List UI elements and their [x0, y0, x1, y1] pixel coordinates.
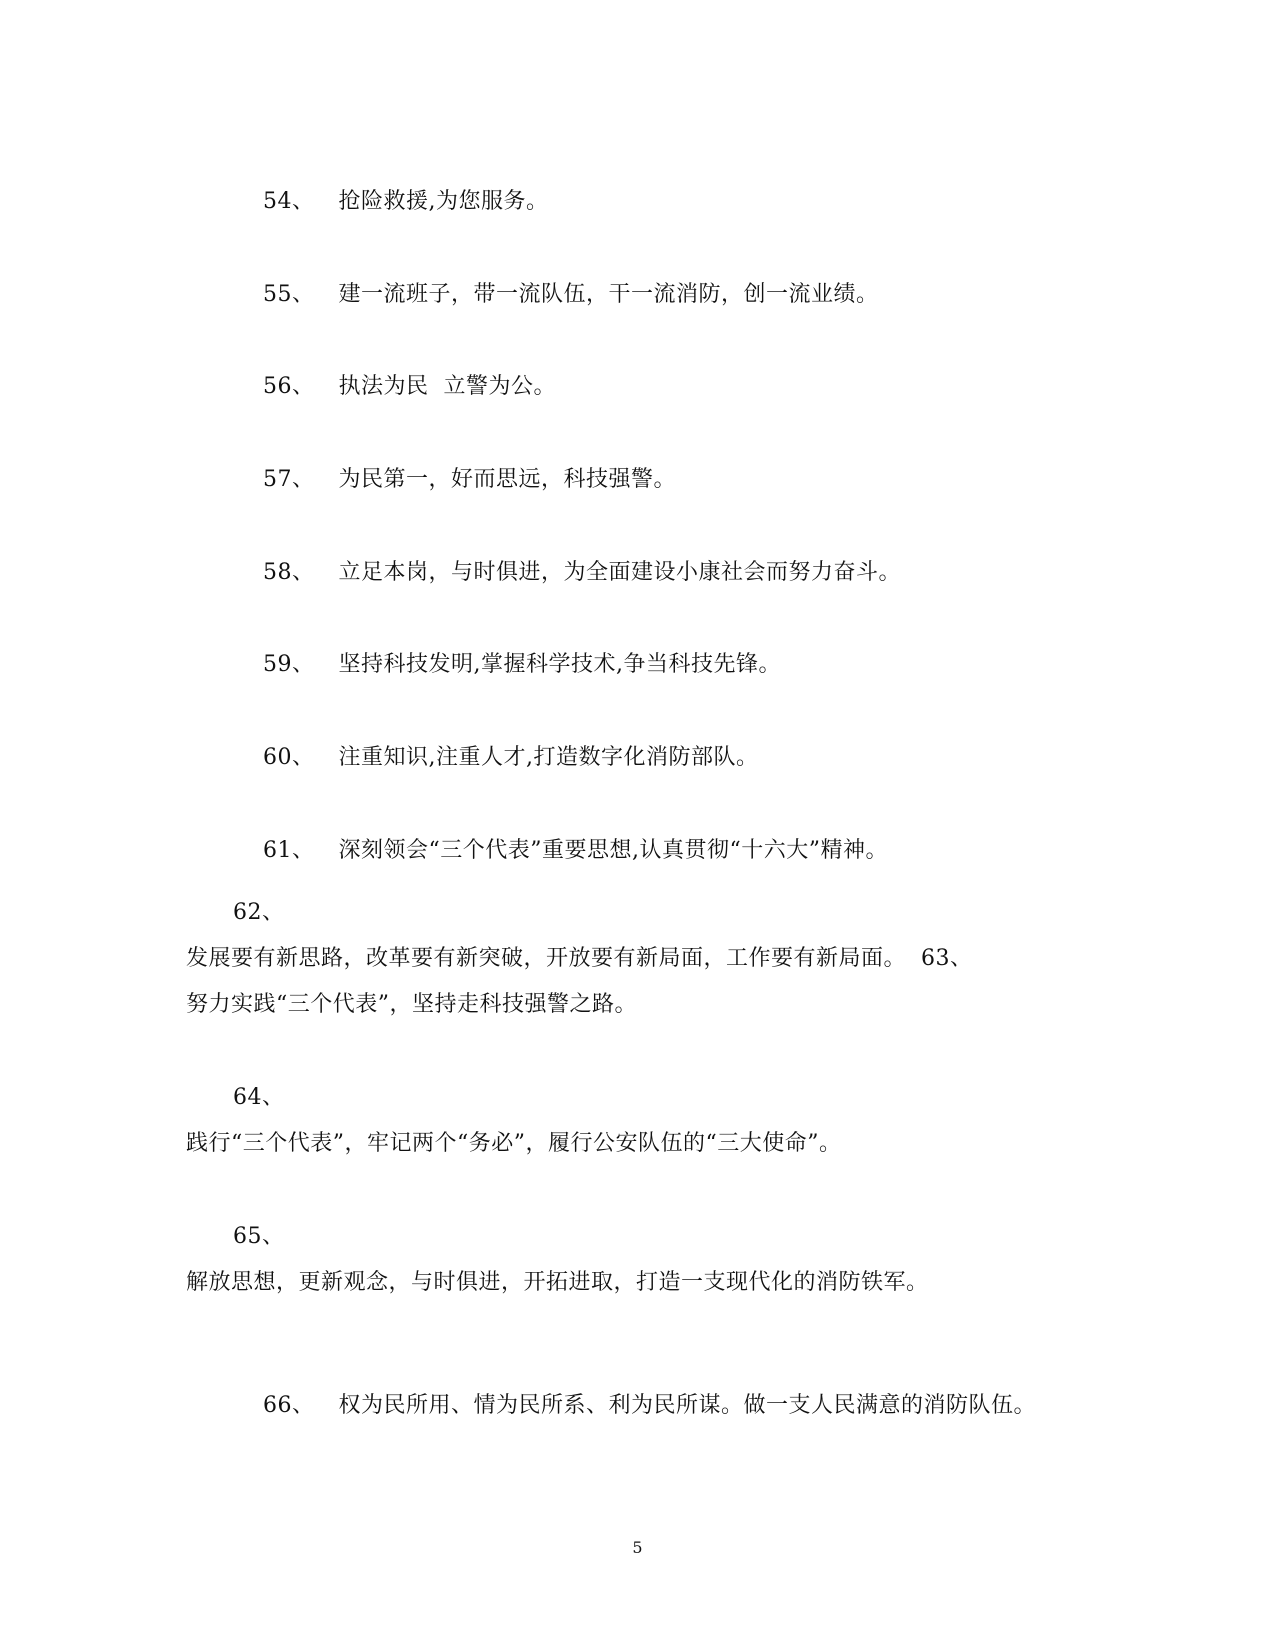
item-text: 执法为民 立警为公。 — [338, 374, 556, 399]
item-number: 61、 — [262, 838, 315, 863]
list-item — [233, 435, 676, 525]
list-item — [233, 713, 758, 803]
item-text: 权为民所用、情为民所系、利为民所谋。做一支人民满意的消防队伍。 — [338, 1393, 1036, 1418]
list-item — [233, 157, 548, 247]
item-text: 深刻领会“三个代表”重要思想,认真贯彻“十六大”精神。 — [338, 838, 888, 863]
item-text: 解放思想，更新观念，与时俱进，开拓进取，打造一支现代化的消防铁军。 — [186, 1270, 929, 1295]
item-number: 56、 — [262, 374, 315, 399]
list-item — [233, 1361, 1036, 1451]
item-text: 努力实践“三个代表”，坚持走科技强警之路。 — [186, 992, 637, 1017]
item-text: 发展要有新思路，改革要有新突破，开放要有新局面，工作要有新局面。 63、 — [186, 946, 973, 971]
item-text: 立足本岗，与时俱进，为全面建设小康社会而努力奋斗。 — [338, 560, 901, 585]
item-text: 坚持科技发明,掌握科学技术,争当科技先锋。 — [338, 652, 781, 677]
item-text: 注重知识,注重人才,打造数字化消防部队。 — [338, 745, 759, 770]
item-number: 58、 — [262, 560, 315, 585]
list-item — [233, 620, 781, 710]
item-number: 64、 — [233, 1085, 285, 1110]
list-item — [233, 342, 556, 432]
item-number: 60、 — [262, 745, 315, 770]
item-text: 为民第一，好而思远，科技强警。 — [338, 467, 676, 492]
item-number: 62、 — [233, 900, 285, 925]
page-number: 5 — [632, 1538, 643, 1557]
list-item — [233, 806, 888, 896]
item-number: 57、 — [262, 467, 315, 492]
item-number: 66、 — [262, 1393, 315, 1418]
list-item — [233, 250, 879, 340]
item-text: 建一流班子，带一流队伍，干一流消防，创一流业绩。 — [338, 282, 879, 307]
item-text: 践行“三个代表”，牢记两个“务必”，履行公安队伍的“三大使命”。 — [186, 1131, 842, 1156]
item-text: 抢险救援,为您服务。 — [338, 189, 549, 214]
list-item — [233, 528, 901, 618]
item-number: 65、 — [233, 1224, 285, 1249]
item-number: 55、 — [262, 282, 315, 307]
item-number: 54、 — [262, 189, 315, 214]
item-number: 59、 — [262, 652, 315, 677]
